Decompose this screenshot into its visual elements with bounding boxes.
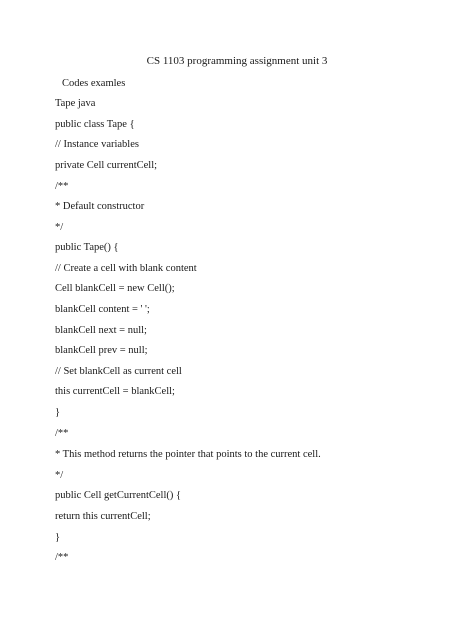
code-line: return this currentCell; [55,511,151,522]
code-line: /** [55,428,69,439]
code-line: * This method returns the pointer that points to the current cell. [55,449,321,460]
code-line: /** [55,181,69,192]
subheading: Codes examles [62,78,126,89]
code-line: blankCell content = ' '; [55,304,150,315]
code-line: private Cell currentCell; [55,160,158,171]
code-line: blankCell prev = null; [55,345,148,356]
code-line: // Set blankCell as current cell [55,366,182,377]
code-line: public Tape() { [55,242,119,253]
code-line: } [55,532,61,543]
code-line: Cell blankCell = new Cell(); [55,283,175,294]
code-line: } [55,407,61,418]
code-line: blankCell next = null; [55,325,147,336]
code-line: // Instance variables [55,139,139,150]
document-title: CS 1103 programming assignment unit 3 [146,55,328,67]
code-line: public Cell getCurrentCell() { [55,490,182,501]
code-line: // Create a cell with blank content [55,263,197,274]
code-line: */ [55,470,64,481]
code-line: * Default constructor [55,201,145,212]
code-line: Tape java [55,98,96,109]
code-line: this currentCell = blankCell; [55,386,175,397]
code-line: public class Tape { [55,119,135,130]
code-line: /** [55,552,69,563]
code-line: */ [55,222,64,233]
